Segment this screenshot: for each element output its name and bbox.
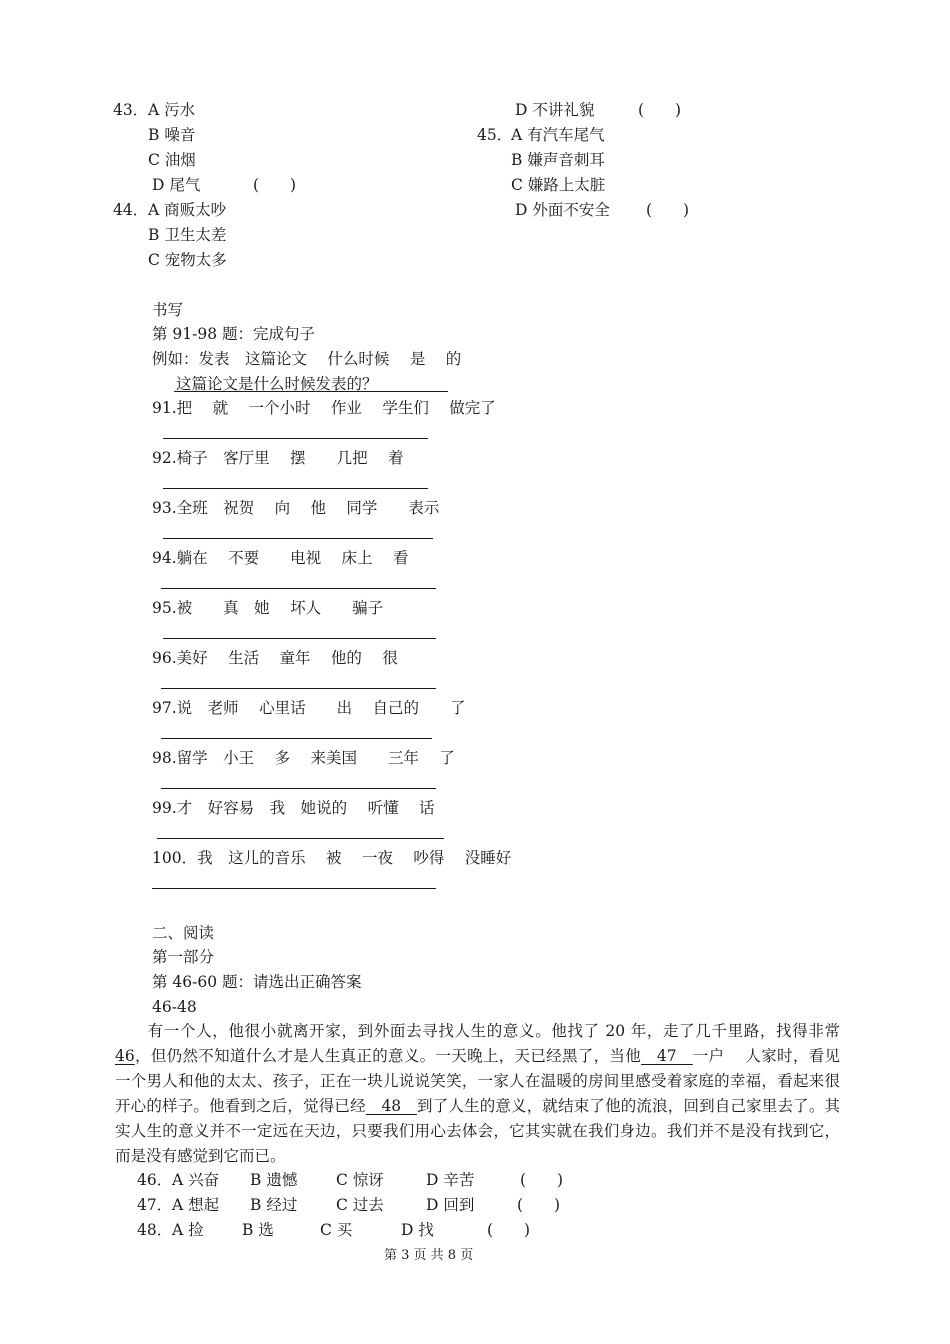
q45-number: 45．	[477, 126, 513, 144]
q47-option-c: C 过去	[336, 1196, 384, 1214]
answer-line-96[interactable]	[161, 688, 436, 689]
q47-option-b: B 经过	[250, 1196, 298, 1214]
q48-number: 48．	[137, 1221, 173, 1239]
sentence-item-97: 97.说 老师 心里话 出 自己的 了	[152, 699, 466, 717]
q45-answer-paren: ( )	[646, 201, 690, 219]
answer-line-92[interactable]	[163, 488, 428, 489]
q48-option-a: A 捡	[172, 1221, 204, 1239]
q48-answer-paren: ( )	[487, 1221, 531, 1239]
q43-answer-paren: ( )	[253, 176, 297, 194]
q43-option-d: D 尾气	[152, 176, 201, 194]
q43-number: 43．	[113, 101, 149, 119]
q44-option-d: D 不讲礼貌	[515, 101, 595, 119]
q46-answer-paren: ( )	[520, 1171, 564, 1189]
reading-part-label: 第一部分	[152, 948, 215, 966]
q44-option-b: B 卫生太差	[148, 226, 227, 244]
q44-number: 44．	[113, 201, 149, 219]
blank-48: 48	[365, 1097, 418, 1115]
q44-answer-paren: ( )	[638, 101, 682, 119]
q46-option-d: D 辛苦	[426, 1171, 475, 1189]
answer-line-99[interactable]	[157, 838, 444, 839]
example-label: 例如：发表 这篇论文 什么时候 是 的	[152, 350, 462, 368]
reading-heading: 二、阅读	[152, 924, 215, 942]
sentence-item-92: 92.椅子 客厅里 摆 几把 着	[152, 449, 404, 467]
q46-number: 46．	[137, 1171, 173, 1189]
q46-option-b: B 遗憾	[250, 1171, 298, 1189]
q45-option-a: A 有汽车尾气	[511, 126, 605, 144]
answer-line-97[interactable]	[161, 738, 432, 739]
answer-line-93[interactable]	[163, 538, 433, 539]
q45-option-d: D 外面不安全	[515, 201, 610, 219]
sentence-item-99: 99.才 好容易 我 她说的 听懂 话	[152, 799, 435, 817]
q46-option-c: C 惊讶	[336, 1171, 384, 1189]
q43-option-a: A 污水	[148, 101, 196, 119]
reading-instruction: 第 46-60 题：请选出正确答案	[152, 973, 362, 991]
passage-text-1: 有一个人，他很小就离开家，到外面去寻找人生的意义。他找了 20 年，走了几千里路，找得非常	[147, 1022, 840, 1040]
q47-answer-paren: ( )	[517, 1196, 561, 1214]
q43-option-b: B 噪音	[148, 126, 196, 144]
q48-option-b: B 选	[242, 1221, 274, 1239]
sentence-item-100: 100．我 这儿的音乐 被 一夜 吵得 没睡好	[152, 849, 512, 867]
page-footer: 第 3 页 共 8 页	[384, 1248, 474, 1263]
sentence-item-96: 96.美好 生活 童年 他的 很	[152, 649, 398, 667]
reading-passage	[115, 1019, 840, 1169]
q44-option-a: A 商贩太吵	[148, 201, 227, 219]
blank-47: 47	[641, 1047, 693, 1065]
passage-text-4: 到了人生的意义，就结束了他的流浪，回到自己家里去了。其实人生的意义并不一定远在天边，只要我们用心去体会，它其实就在我们身边。我们并不是没有找到它，而是没有感觉到它而已。	[115, 1097, 840, 1165]
passage-text-2: ，但仍然不知道什么才是人生真正的意义。一天晚上，天已经黑了，当他	[134, 1047, 642, 1065]
q44-option-c: C 宠物太多	[148, 251, 227, 269]
q45-option-b: B 嫌声音刺耳	[511, 151, 605, 169]
q45-option-c: C 嫌路上太脏	[511, 176, 606, 194]
q48-option-c: C 买	[320, 1221, 353, 1239]
blank-46: 46	[115, 1047, 135, 1065]
answer-line-91[interactable]	[163, 438, 428, 439]
answer-line-100[interactable]	[152, 888, 436, 889]
q47-option-d: D 回到	[426, 1196, 475, 1214]
sentence-item-95: 95.被 真 她 坏人 骗子	[152, 599, 384, 617]
sentence-item-98: 98.留学 小王 多 来美国 三年 了	[152, 749, 455, 767]
example-answer: 这篇论文是什么时候发表的？	[176, 375, 378, 393]
q47-option-a: A 想起	[172, 1196, 220, 1214]
sentence-item-91: 91.把 就 一个小时 作业 学生们 做完了	[152, 399, 496, 417]
answer-line-98[interactable]	[161, 788, 436, 789]
passage-text-3: 一户 人家时，看见一个男人和他的太太、孩子，正在一块儿说说笑笑，一家人在温暖的房间里感受着家庭的幸福，看起来很开心的样子。他看到之后，觉得已经	[115, 1047, 840, 1115]
q47-number: 47．	[137, 1196, 173, 1214]
sentence-item-93: 93.全班 祝贺 向 他 同学 表示	[152, 499, 440, 517]
writing-instruction: 第 91-98 题：完成句子	[152, 325, 316, 343]
reading-range: 46-48	[152, 998, 197, 1016]
writing-heading: 书写	[152, 301, 184, 319]
answer-line-95[interactable]	[163, 638, 436, 639]
q48-option-d: D 找	[401, 1221, 434, 1239]
answer-line-94[interactable]	[161, 588, 436, 589]
sentence-item-94: 94.躺在 不要 电视 床上 看	[152, 549, 409, 567]
q46-option-a: A 兴奋	[172, 1171, 220, 1189]
q43-option-c: C 油烟	[148, 151, 196, 169]
example-answer-line	[174, 391, 448, 392]
